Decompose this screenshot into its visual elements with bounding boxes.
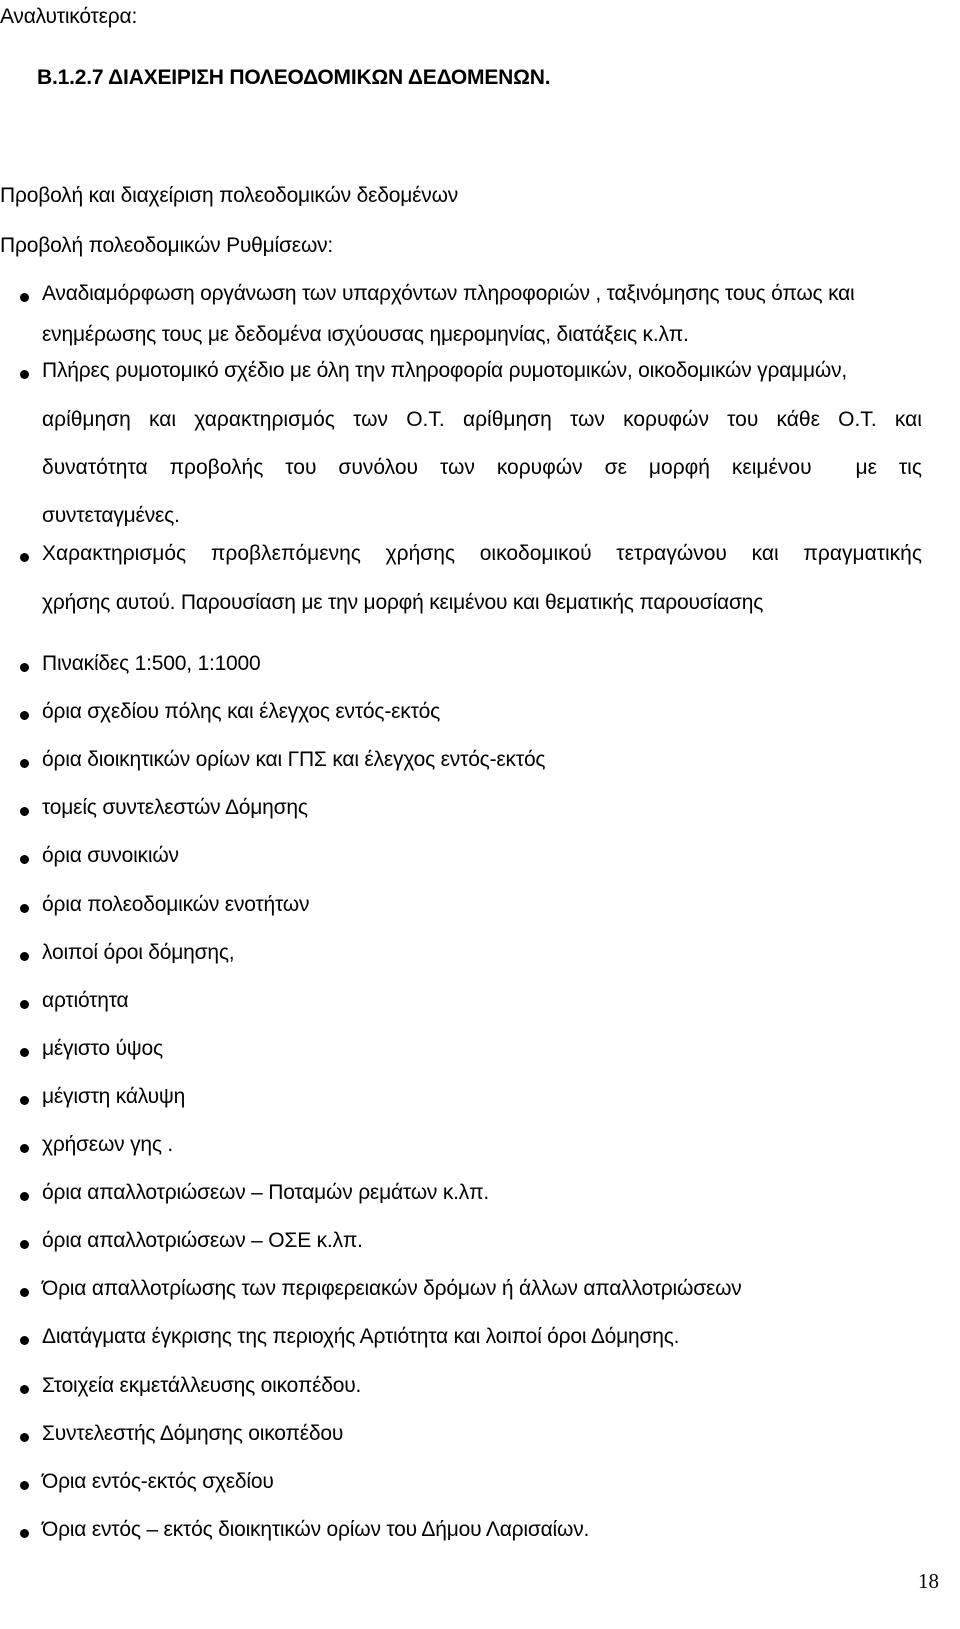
list-item: όρια απαλλοτριώσεων – ΟΣΕ κ.λπ. [42, 1229, 363, 1253]
word: με [855, 456, 877, 479]
word: σε [604, 456, 627, 479]
para2-line2 [42, 407, 922, 433]
word: Ο.Τ. [838, 408, 877, 431]
word: κειμένου [731, 456, 812, 479]
word: προβλεπόμενης [210, 542, 361, 565]
bullet-icon [20, 952, 29, 961]
bullet-icon [20, 1288, 29, 1297]
bullet-icon [20, 1048, 29, 1057]
bullet-icon [20, 855, 29, 864]
word: Ο.Τ. [406, 408, 445, 431]
word: κορυφών [496, 456, 583, 479]
bullet-icon [20, 904, 29, 913]
bullet-icon [20, 1336, 29, 1345]
para1-line1: Αναδιαμόρφωση οργάνωση των υπαρχόντων πληροφοριών , ταξινόμησης τους όπως και [42, 282, 855, 305]
list-item: Συντελεστής Δόμησης οικοπέδου [42, 1421, 344, 1445]
bullet-icon [20, 711, 29, 720]
bullet-icon [20, 553, 29, 562]
word: κάθε [776, 408, 820, 431]
list-item: τομείς συντελεστών Δόμησης [42, 796, 308, 820]
bullet-icon [20, 1144, 29, 1153]
para3-line2: χρήσης αυτού. Παρουσίαση με την μορφή κειμένου και θεματικής παρουσίασης [42, 591, 764, 614]
bullet-icon [20, 1192, 29, 1201]
list-item: αρτιότητα [42, 988, 129, 1012]
word: προβολής [169, 456, 264, 479]
bullet-icon [20, 759, 29, 768]
word: οικοδομικού [479, 542, 592, 565]
para2-line3 [42, 455, 922, 481]
word: τετραγώνου [616, 542, 727, 565]
word: Χαρακτηρισμός [42, 542, 187, 565]
bullet-icon [20, 807, 29, 816]
word: αρίθμηση [462, 408, 552, 431]
bullet-icon [20, 370, 29, 379]
list-item: μέγιστο ύψος [42, 1036, 163, 1060]
word: του [727, 408, 759, 431]
list-item: όρια πολεοδομικών ενοτήτων [42, 892, 310, 916]
word: χαρακτηρισμός [194, 408, 335, 431]
intro-text: Αναλυτικότερα: [0, 5, 138, 28]
list-item: Όρια απαλλοτρίωσης των περιφερειακών δρόμων ή άλλων απαλλοτριώσεων [42, 1277, 742, 1301]
word: και [894, 408, 922, 431]
bullet-icon [20, 1240, 29, 1249]
para2-line4: συντεταγμένες. [42, 504, 180, 527]
list-item: όρια συνοικιών [42, 844, 179, 868]
list-item: μέγιστη κάλυψη [42, 1084, 186, 1108]
word: κορυφών [623, 408, 709, 431]
bullet-icon [20, 1529, 29, 1538]
section-title: Β.1.2.7 ΔΙΑΧΕΙΡΙΣΗ ΠΟΛΕΟΔΟΜΙΚΩΝ ΔΕΔΟΜΕΝΩΝ. [37, 66, 551, 89]
word: των [569, 408, 605, 431]
bullet-icon [20, 663, 29, 672]
bullet-icon [20, 1096, 29, 1105]
word: τις [898, 456, 922, 479]
bullet-icon [20, 1000, 29, 1009]
list-item: λοιποί όροι δόμησης, [42, 940, 235, 964]
bullet-icon [20, 1433, 29, 1442]
heading-regulations: Προβολή πολεοδομικών Ρυθμίσεων: [0, 234, 334, 257]
word: του [285, 456, 317, 479]
word: των [439, 456, 475, 479]
list-item: Όρια εντός-εκτός σχεδίου [42, 1469, 274, 1493]
word: συνόλου [338, 456, 418, 479]
list-item: Πινακίδες 1:500, 1:1000 [42, 652, 261, 675]
bullet-icon [20, 1481, 29, 1490]
list-item: Στοιχεία εκμετάλλευσης οικοπέδου. [42, 1373, 362, 1397]
heading-processing: Προβολή και διαχείριση πολεοδομικών δεδομένων [0, 184, 459, 207]
bullet-icon [20, 1385, 29, 1394]
word: και [149, 408, 177, 431]
para3-line1 [42, 541, 922, 567]
list-item: χρήσεων γης . [42, 1133, 174, 1156]
word: δυνατότητα [42, 456, 148, 479]
word: χρήσης [385, 542, 456, 565]
list-item: όρια διοικητικών ορίων και ΓΠΣ και έλεγχος εντός-εκτός [42, 748, 546, 772]
para2-line1: Πλήρες ρυμοτομικό σχέδιο με όλη την πληροφορία ρυμοτομικών, οικοδομικών γραμμών, [42, 359, 848, 382]
word: και [751, 542, 779, 565]
para1-line2: ενημέρωσης τους με δεδομένα ισχύουσας ημερομηνίας, διατάξεις κ.λπ. [42, 323, 689, 346]
word: μορφή [648, 456, 710, 479]
list-item: όρια απαλλοτριώσεων – Ποταμών ρεμάτων κ.λπ. [42, 1181, 490, 1205]
bullet-icon [20, 293, 29, 302]
list-item: όρια σχεδίου πόλης και έλεγχος εντός-εκτός [42, 700, 441, 724]
word: αρίθμηση [42, 408, 131, 431]
list-item: Διατάγματα έγκρισης της περιοχής Αρτιότητα και λοιποί όροι Δόμησης. [42, 1325, 680, 1349]
word: πραγματικής [803, 542, 922, 565]
word: των [353, 408, 389, 431]
list-item: Όρια εντός – εκτός διοικητικών ορίων του Δήμου Λαρισαίων. [42, 1517, 590, 1541]
page-number: 18 [918, 1569, 939, 1593]
